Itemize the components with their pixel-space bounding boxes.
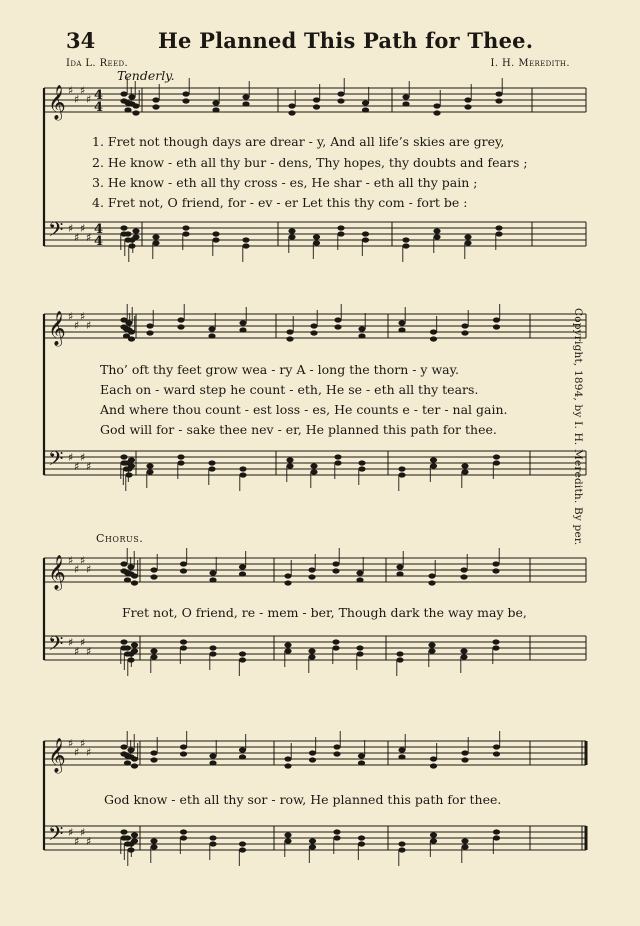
svg-text:♯: ♯ — [68, 826, 74, 839]
verse-4-line-1: 4. Fret not, O friend, for - ev - er Let this thy com - fort be : — [92, 195, 468, 210]
verse-4-line-2: God will for - sake thee nev - er, He planned this path for thee. — [100, 422, 497, 437]
svg-text:𝄞: 𝄞 — [48, 738, 66, 773]
hymn-number: 34 — [66, 28, 96, 53]
chorus-line-1: Fret not, O friend, re - mem - ber, Though dark the way may be, — [122, 605, 527, 620]
tempo-marking: Tenderly. — [117, 68, 175, 83]
svg-text:♯: ♯ — [68, 636, 74, 649]
svg-text:4: 4 — [94, 222, 104, 237]
verse-3-line-1: 3. He know - eth all thy cross - es, He shar - eth all thy pain ; — [92, 175, 478, 190]
composer-credit: I. H. Meredith. — [490, 58, 570, 69]
svg-text:♯: ♯ — [80, 84, 86, 97]
svg-text:♯: ♯ — [68, 554, 74, 567]
svg-text:♯: ♯ — [68, 451, 74, 464]
svg-text:4: 4 — [94, 88, 104, 103]
svg-text:4: 4 — [94, 100, 104, 115]
svg-text:♯: ♯ — [86, 645, 92, 658]
svg-text:♯: ♯ — [74, 460, 80, 473]
svg-text:♯: ♯ — [74, 93, 80, 106]
svg-text:♯: ♯ — [74, 835, 80, 848]
svg-text:𝄞: 𝄞 — [48, 311, 66, 346]
svg-text:♯: ♯ — [86, 460, 92, 473]
svg-text:♯: ♯ — [80, 826, 86, 839]
chorus-line-2: God know - eth all thy sor - row, He planned this path for thee. — [104, 792, 502, 807]
svg-text:𝄢: 𝄢 — [48, 218, 64, 246]
svg-text:𝄢: 𝄢 — [48, 822, 64, 850]
svg-text:♯: ♯ — [68, 310, 74, 323]
svg-text:♯: ♯ — [68, 222, 74, 235]
svg-text:𝄞: 𝄞 — [48, 85, 66, 120]
svg-text:♯: ♯ — [80, 554, 86, 567]
svg-text:♯: ♯ — [80, 451, 86, 464]
lyricist-credit: Ida L. Reed. — [66, 58, 129, 69]
svg-text:♯: ♯ — [80, 737, 86, 750]
svg-text:4: 4 — [94, 234, 104, 249]
svg-text:𝄢: 𝄢 — [48, 447, 64, 475]
copyright-notice: Copyright, 1894, by I. H. Meredith. By per. — [572, 308, 584, 546]
svg-text:♯: ♯ — [80, 636, 86, 649]
svg-text:𝄞: 𝄞 — [48, 555, 66, 590]
svg-text:♯: ♯ — [86, 746, 92, 759]
hymn-title: He Planned This Path for Thee. — [158, 28, 534, 53]
svg-text:♯: ♯ — [86, 835, 92, 848]
verse-1-line-1: 1. Fret not though days are drear - y, And all life’s skies are grey, — [92, 134, 505, 149]
svg-text:♯: ♯ — [74, 231, 80, 244]
verse-2-line-2: Each on - ward step he count - eth, He se - eth all thy tears. — [100, 382, 479, 397]
svg-text:♯: ♯ — [74, 746, 80, 759]
svg-text:♯: ♯ — [68, 84, 74, 97]
svg-text:♯: ♯ — [74, 645, 80, 658]
svg-text:♯: ♯ — [74, 319, 80, 332]
svg-text:♯: ♯ — [86, 319, 92, 332]
svg-text:♯: ♯ — [80, 222, 86, 235]
verse-3-line-2: And where thou count - est loss - es, He counts e - ter - nal gain. — [100, 402, 508, 417]
chorus-label: Chorus. — [96, 532, 144, 545]
verse-1-line-2: Tho’ oft thy feet grow wea - ry A - long the thorn - y way. — [100, 362, 459, 377]
verse-2-line-1: 2. He know - eth all thy bur - dens, Thy hopes, thy doubts and fears ; — [92, 155, 528, 170]
svg-text:𝄢: 𝄢 — [48, 632, 64, 660]
svg-text:♯: ♯ — [68, 737, 74, 750]
svg-text:♯: ♯ — [86, 231, 92, 244]
svg-text:♯: ♯ — [80, 310, 86, 323]
svg-text:♯: ♯ — [86, 93, 92, 106]
svg-text:♯: ♯ — [74, 563, 80, 576]
svg-text:♯: ♯ — [86, 563, 92, 576]
